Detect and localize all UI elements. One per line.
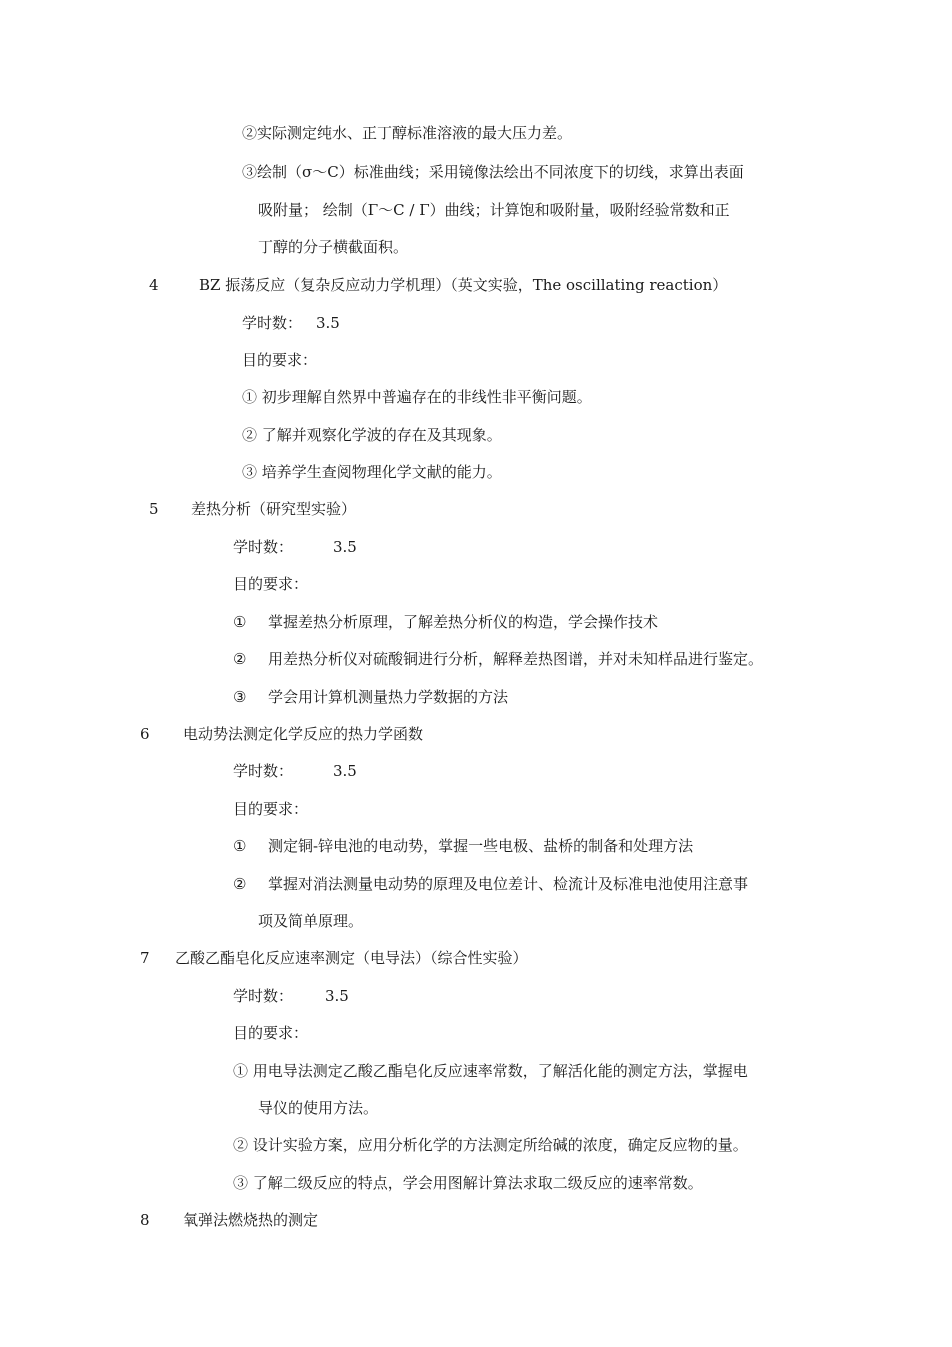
exp4-hours-value: 3.5 — [316, 314, 340, 332]
exp6-goal-marker-1: ① — [233, 837, 247, 855]
exp6-goal-item-2-line-2: 项及简单原理。 — [258, 912, 364, 930]
prev-item-3-line-2: 吸附量； 绘制（Γ～C / Γ）曲线；计算饱和吸附量，吸附经验常数和正 — [258, 201, 730, 219]
exp5-goal-item-3: 学会用计算机测量热力学数据的方法 — [268, 688, 509, 706]
exp6-number: 6 — [140, 725, 150, 743]
exp6-goal-item-1: 测定铜-锌电池的电动势，掌握一些电极、盐桥的制备和处理方法 — [268, 837, 694, 855]
exp7-goal-item-1-line-1: ① 用电导法测定乙酸乙酯皂化反应速率常数，了解活化能的测定方法，掌握电 — [233, 1062, 748, 1080]
exp7-goal-item-3: ③ 了解二级反应的特点，学会用图解计算法求取二级反应的速率常数。 — [233, 1174, 703, 1192]
exp5-goal-item-1: 掌握差热分析原理，了解差热分析仪的构造，学会操作技术 — [268, 613, 659, 631]
exp4-goal-item-1: ① 初步理解自然界中普遍存在的非线性非平衡问题。 — [242, 388, 592, 406]
exp7-hours-value: 3.5 — [325, 987, 349, 1005]
exp5-goal-item-2: 用差热分析仪对硫酸铜进行分析，解释差热图谱，并对未知样品进行鉴定。 — [268, 650, 764, 668]
exp5-goal-label: 目的要求： — [233, 575, 309, 593]
exp6-goal-item-2-line-1: 掌握对消法测量电动势的原理及电位差计、检流计及标准电池使用注意事 — [268, 875, 749, 893]
exp7-hours-label: 学时数： — [233, 987, 294, 1005]
exp4-number: 4 — [149, 276, 159, 294]
exp5-number: 5 — [149, 500, 159, 518]
exp5-hours-value: 3.5 — [333, 538, 357, 556]
exp4-goal-label: 目的要求： — [242, 351, 318, 369]
exp7-number: 7 — [140, 949, 150, 967]
exp6-title: 电动势法测定化学反应的热力学函数 — [183, 725, 424, 743]
prev-item-3-line-1: ③绘制（σ～C）标准曲线；采用镜像法绘出不同浓度下的切线，求算出表面 — [242, 163, 744, 181]
exp7-goal-item-1-line-2: 导仪的使用方法。 — [258, 1099, 379, 1117]
exp6-hours-value: 3.5 — [333, 762, 357, 780]
exp6-hours-label: 学时数： — [233, 762, 294, 780]
exp7-title: 乙酸乙酯皂化反应速率测定（电导法）（综合性实验） — [175, 949, 528, 967]
exp5-goal-marker-3: ③ — [233, 688, 247, 706]
exp6-goal-label: 目的要求： — [233, 800, 309, 818]
exp7-goal-label: 目的要求： — [233, 1024, 309, 1042]
exp8-title: 氧弹法燃烧热的测定 — [183, 1211, 319, 1229]
exp5-goal-marker-1: ① — [233, 613, 247, 631]
exp4-goal-item-2: ② 了解并观察化学波的存在及其现象。 — [242, 426, 502, 444]
prev-item-3-line-3: 丁醇的分子横截面积。 — [258, 238, 409, 256]
exp5-hours-label: 学时数： — [233, 538, 294, 556]
exp6-goal-marker-2: ② — [233, 875, 247, 893]
prev-item-2: ②实际测定纯水、正丁醇标准溶液的最大压力差。 — [242, 124, 573, 142]
exp7-goal-item-2: ② 设计实验方案，应用分析化学的方法测定所给碱的浓度，确定反应物的量。 — [233, 1136, 748, 1154]
exp5-title: 差热分析（研究型实验） — [191, 500, 357, 518]
exp4-hours-label: 学时数： — [242, 314, 303, 332]
exp4-goal-item-3: ③ 培养学生查阅物理化学文献的能力。 — [242, 463, 502, 481]
exp8-number: 8 — [140, 1211, 150, 1229]
exp4-title: BZ 振荡反应（复杂反应动力学机理）（英文实验，The oscillating reaction） — [199, 276, 728, 294]
exp5-goal-marker-2: ② — [233, 650, 247, 668]
